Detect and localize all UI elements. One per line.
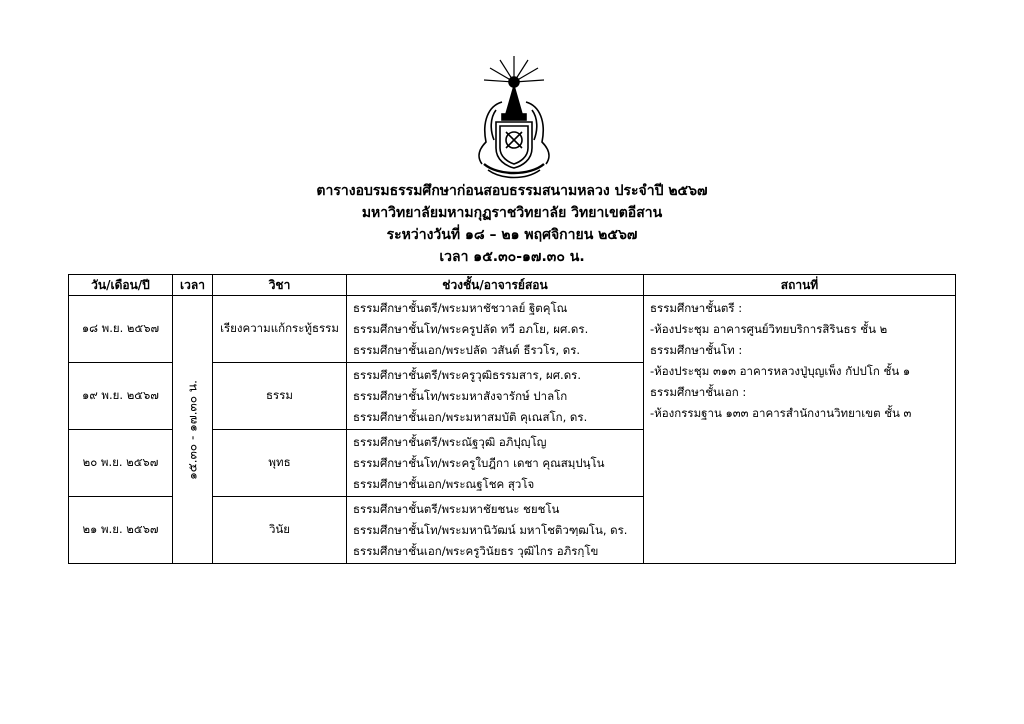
place-line: ธรรมศึกษาชั้นเอก : (650, 385, 747, 399)
teacher-line: ธรรมศึกษาชั้นตรี/พระครูวุฒิธรรมสาร, ผศ.ดร. (353, 367, 582, 382)
subject-cell: เรียงความแก้กระทู้ธรรม (213, 296, 347, 363)
title-line-2: มหาวิทยาลัยมหามกุฏราชวิทยาลัย วิทยาเขตอีสาน (361, 205, 663, 221)
column-header-time: เวลา (173, 275, 213, 296)
subject-cell: พุทธ (213, 430, 347, 497)
schedule-table (68, 274, 956, 564)
column-header-place: สถานที่ (644, 275, 956, 296)
teacher-line: ธรรมศึกษาชั้นเอก/พระครูวินัยธร วุฒิไกร อภิรกฺโข (353, 543, 599, 558)
place-cell (644, 296, 956, 564)
teacher-line: ธรรมศึกษาชั้นตรี/พระณัฐวุฒิ อภิปุญฺโญ (353, 434, 547, 449)
date-cell: ๒๐ พ.ย. ๒๕๖๗ (69, 430, 173, 497)
time-cell (173, 296, 213, 564)
subject-cell: ธรรม (213, 363, 347, 430)
teacher-line: ธรรมศึกษาชั้นโท/พระมหาสังจารักษ์ ปาลโก (353, 388, 568, 403)
teacher-line: ธรรมศึกษาชั้นโท/พระครูปลัด ทวี อภโย, ผศ.ดร. (353, 321, 589, 336)
column-header-teachers: ช่วงชั้น/อาจารย์สอน (347, 275, 644, 296)
teacher-line: ธรรมศึกษาชั้นตรี/พระมหาชัยชนะ ชยชโน (353, 501, 560, 516)
teacher-line: ธรรมศึกษาชั้นโท/พระมหานิวัฒน์ มหาโชติวฑฺฒโน, ดร. (353, 522, 628, 537)
title-line-4: เวลา ๑๕.๓๐-๑๗.๓๐ น. (439, 249, 585, 265)
table-row (69, 296, 956, 363)
place-line: -ห้องประชุม อาคารศูนย์วิทยบริการสิรินธร ชั้น ๒ (650, 322, 888, 336)
time-range-label: ๑๕.๓๐ - ๑๗.๓๐ น. (185, 379, 199, 480)
document-header (0, 180, 1024, 268)
date-cell: ๒๑ พ.ย. ๒๕๖๗ (69, 497, 173, 564)
place-line: ธรรมศึกษาชั้นตรี : (650, 301, 743, 315)
teachers-cell (347, 430, 644, 497)
teacher-line: ธรรมศึกษาชั้นเอก/พระปลัด วสันต์ ธีรวโร, ดร. (353, 342, 581, 357)
subject-cell: วินัย (213, 497, 347, 564)
teacher-line: ธรรมศึกษาชั้นโท/พระครูใบฎีกา เดชา คุณสมฺปนฺโน (353, 455, 605, 470)
teachers-cell (347, 363, 644, 430)
teacher-line: ธรรมศึกษาชั้นตรี/พระมหาชัชวาลย์ ฐิตคุโณ (353, 300, 568, 315)
teacher-line: ธรรมศึกษาชั้นเอก/พระมหาสมบัติ คุเณสโก, ดร. (353, 409, 588, 424)
title-line-3: ระหว่างวันที่ ๑๘ – ๒๑ พฤศจิกายน ๒๕๖๗ (386, 227, 638, 243)
university-emblem (462, 52, 566, 182)
place-line: -ห้องกรรมฐาน ๑๓๓ อาคารสำนักงานวิทยาเขต ชั้น ๓ (650, 406, 912, 420)
column-header-subject: วิชา (213, 275, 347, 296)
title-line-1: ตารางอบรมธรรมศึกษาก่อนสอบธรรมสนามหลวง ประจำปี ๒๕๖๗ (316, 183, 708, 199)
date-cell: ๑๙ พ.ย. ๒๕๖๗ (69, 363, 173, 430)
teacher-line: ธรรมศึกษาชั้นเอก/พระณฐโชค สุวโจ (353, 476, 535, 491)
teachers-cell (347, 296, 644, 363)
teachers-cell (347, 497, 644, 564)
place-line: -ห้องประชุม ๓๑๓ อาคารหลวงปู่บุญเพ็ง กัปปโก ชั้น ๑ (650, 364, 911, 378)
column-header-date: วัน/เดือน/ปี (69, 275, 173, 296)
place-line: ธรรมศึกษาชั้นโท : (650, 343, 743, 357)
table-header-row (69, 275, 956, 296)
date-cell: ๑๘ พ.ย. ๒๕๖๗ (69, 296, 173, 363)
